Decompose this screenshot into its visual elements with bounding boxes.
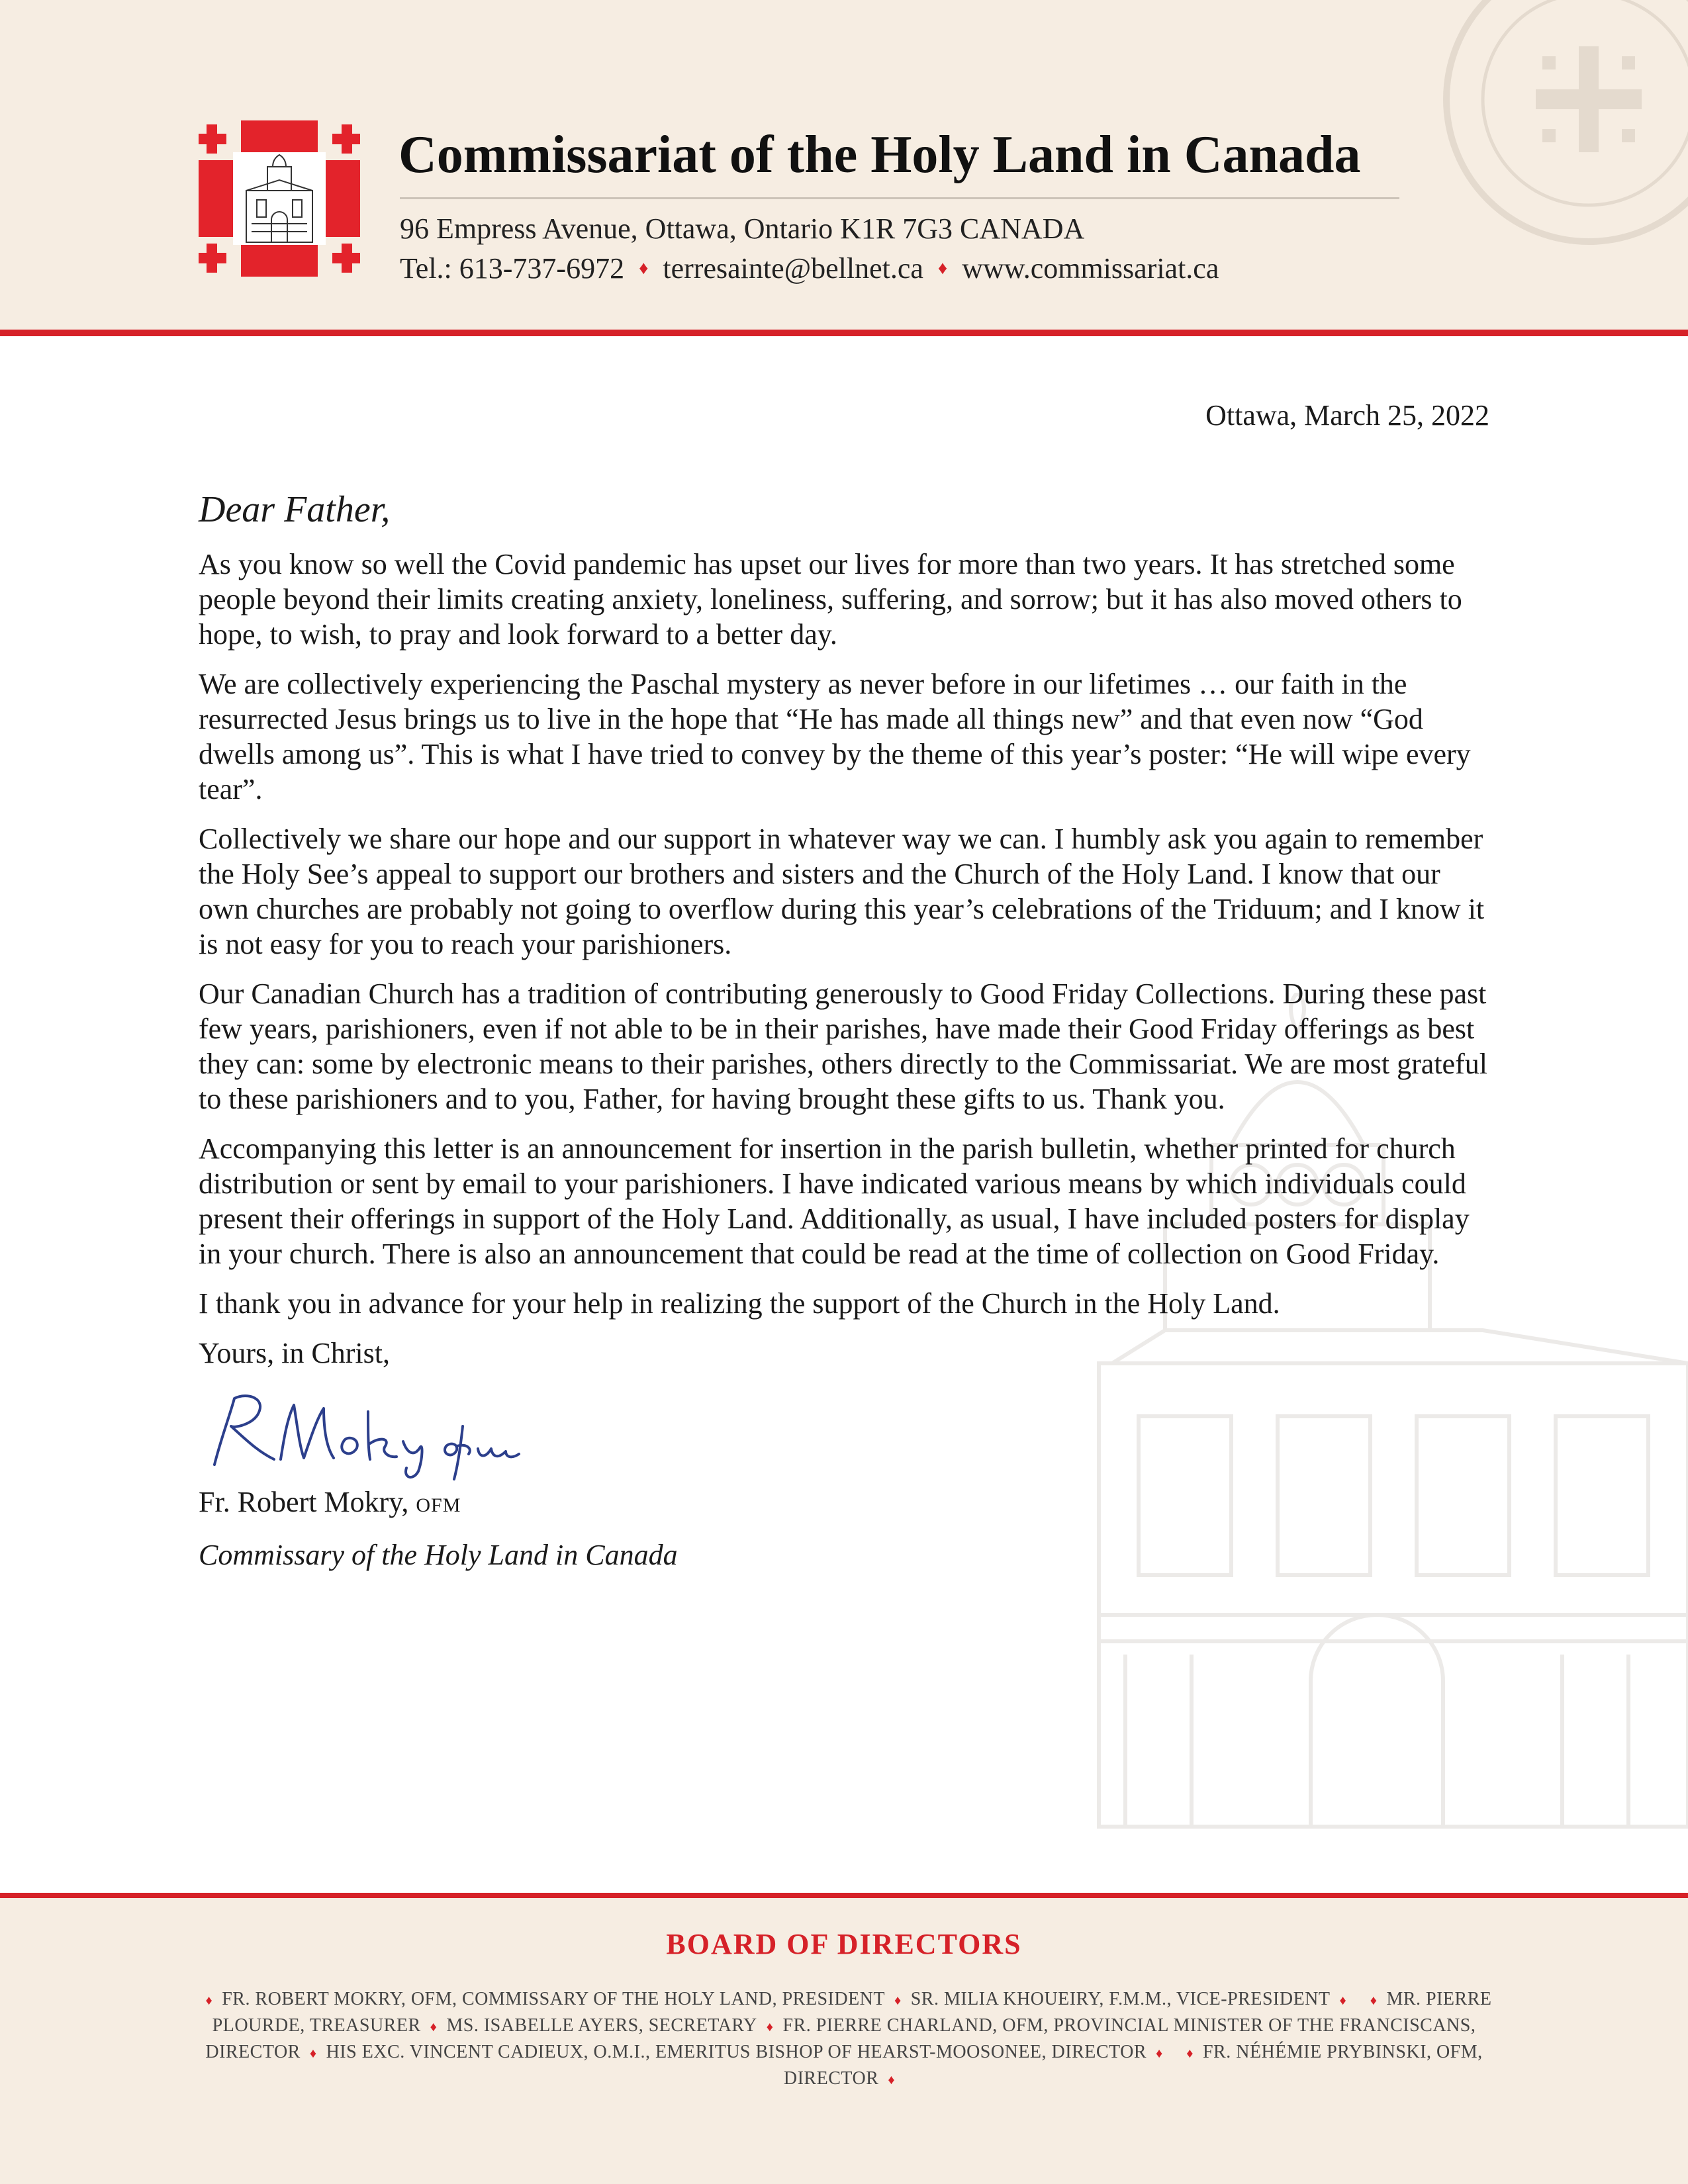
signer-suffix: OFM (416, 1494, 461, 1516)
board-title: BOARD OF DIRECTORS (666, 1928, 1022, 1960)
letter-body (199, 487, 1489, 1587)
bullet-icon: ♦ (937, 258, 948, 279)
board-member: FR. ROBERT MOKRY, OFM, COMMISSARY OF THE HOLY LAND, PRESIDENT (222, 1989, 885, 2009)
board-member: FR. PIERRE CHARLAND, OFM, PROVINCIAL MINISTER OF THE FRANCISCANS, DIRECTOR (205, 2015, 1476, 2062)
board-members-list (192, 1987, 1496, 2093)
organization-name: Commissariat of the Holy Land in Canada (399, 126, 1361, 184)
contact-line (400, 250, 1219, 291)
bullet-icon: ♦ (1156, 2046, 1163, 2061)
bullet-icon: ♦ (430, 2020, 438, 2034)
signer-name-line (199, 1484, 1489, 1523)
handwritten-signature (195, 1385, 552, 1484)
website-link[interactable]: www.commissariat.ca (962, 252, 1219, 285)
board-member: HIS EXC. VINCENT CADIEUX, O.M.I., EMERITUS BISHOP OF HEARST-MOOSONEE, DIRECTOR (326, 2042, 1147, 2062)
bullet-icon: ♦ (639, 258, 649, 279)
board-member: FR. NÉHÉMIE PRYBINSKI, OFM, DIRECTOR (783, 2042, 1483, 2089)
organization-address: 96 Empress Avenue, Ottawa, Ontario K1R 7G3 CANADA (400, 212, 1085, 245)
jerusalem-cross-logo (199, 120, 360, 277)
bullet-icon: ♦ (766, 2020, 774, 2034)
bullet-icon: ♦ (205, 1993, 213, 2008)
paragraph-1: As you know so well the Covid pandemic has upset our lives for more than two years. It has stretched some people beyond their limits creating anxiety, loneliness, suffering, and sorrow; but it has also moved others to hope, to wish, to pray and look forward to a better day. (199, 548, 1462, 651)
board-member: MR. PIERRE PLOURDE, TREASURER (212, 1989, 1492, 2036)
paragraph-6: I thank you in advance for your help in realizing the support of the Church in the Holy Land. (199, 1287, 1280, 1320)
signer-name: Fr. Robert Mokry, (199, 1486, 409, 1518)
bullet-icon: ♦ (1339, 1993, 1347, 2008)
bullet-icon: ♦ (888, 2073, 896, 2087)
bullet-icon: ♦ (894, 1993, 902, 2008)
paragraph-2: We are collectively experiencing the Paschal mystery as never before in our lifetimes … our faith in the resurrected Jesus brings us to live in the hope that “He has made all things new” and that even now “God dwells among us”. This is what I have tried to convey by the theme of this year’s poster: “He will wipe every tear”. (199, 668, 1471, 805)
salutation: Dear Father, (199, 489, 391, 530)
footer-red-rule (0, 1893, 1688, 1898)
header-divider (400, 197, 1399, 199)
letter-date: Ottawa, March 25, 2022 (1205, 399, 1489, 432)
signer-title: Commissary of the Holy Land in Canada (199, 1539, 678, 1571)
board-member: MS. ISABELLE AYERS, SECRETARY (446, 2015, 757, 2036)
commissariat-seal-watermark (1436, 0, 1688, 251)
paragraph-4: Our Canadian Church has a tradition of contributing generously to Good Friday Collections. During these past few years, parishioners, even if not able to be in their parishes, have made their Good Friday offerings as best they can: some by electronic means to their parishes, others directly to the Commissariat. We are most grateful to these parishioners and to you, Father, for having brought these gifts to us. Thank you. (199, 978, 1487, 1115)
header-red-rule (0, 330, 1688, 336)
email-address[interactable]: terresainte@bellnet.ca (663, 252, 923, 285)
paragraph-5: Accompanying this letter is an announcement for insertion in the parish bulletin, whether printed for church distribution or sent by email to your parishioners. I have indicated various means by which individuals could present their offerings in support of the Holy Land. Additionally, as usual, I have included posters for display in your church. There is also an announcement that could be read at the time of collection on Good Friday. (199, 1132, 1470, 1270)
bullet-icon: ♦ (309, 2046, 317, 2061)
board-member: SR. MILIA KHOUEIRY, F.M.M., VICE-PRESIDENT (910, 1989, 1331, 2009)
bullet-icon: ♦ (1186, 2046, 1194, 2061)
telephone: Tel.: 613-737-6972 (400, 252, 625, 285)
closing: Yours, in Christ, (199, 1337, 390, 1369)
paragraph-3: Collectively we share our hope and our support in whatever way we can. I humbly ask you again to remember the Holy See’s appeal to support our brothers and sisters and the Church of the Holy Land. I know that our own churches are probably not going to overflow during this year’s celebrations of the Triduum; and I know it is not easy for you to reach your parishioners. (199, 823, 1485, 960)
bullet-icon: ♦ (1370, 1993, 1378, 2008)
